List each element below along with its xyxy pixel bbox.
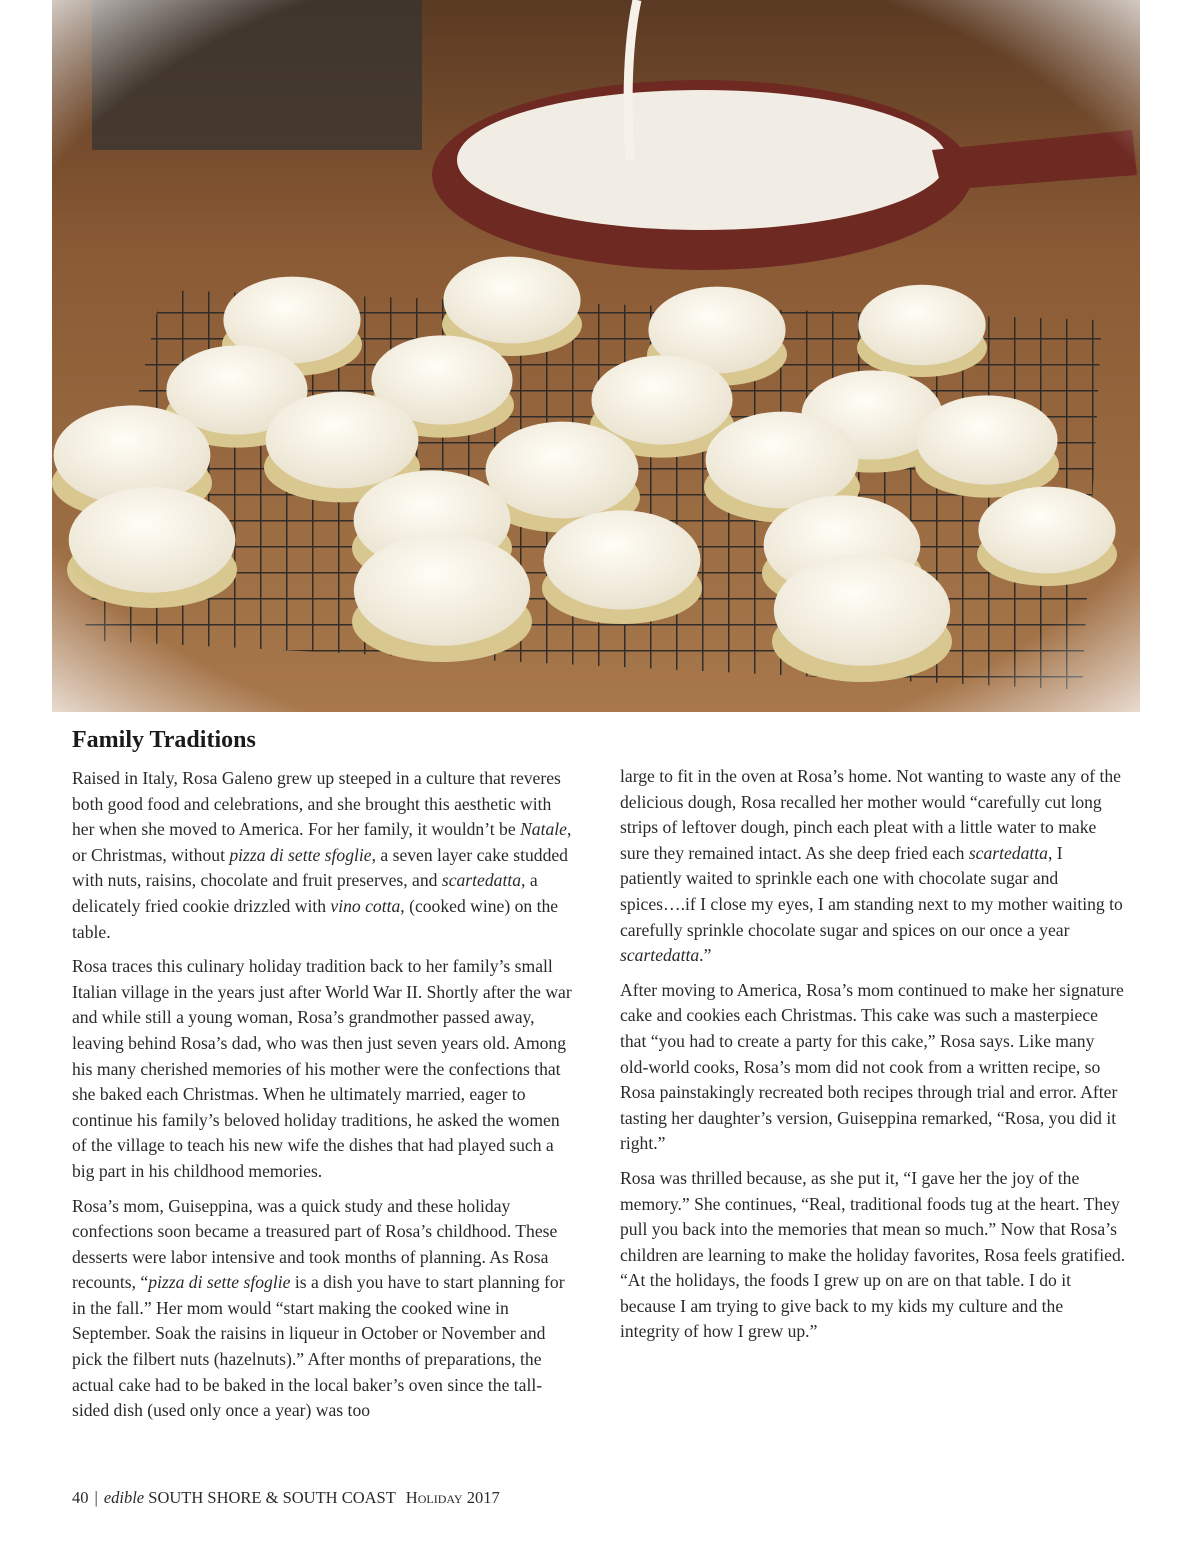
page-footer: [72, 1488, 500, 1508]
italic-term: scartedatta: [441, 870, 522, 891]
italic-term: pizza di sette sfoglie: [148, 1272, 291, 1293]
article-paragraph: [620, 1166, 1126, 1345]
issue-label: Holiday 2017: [405, 1488, 500, 1507]
text-run: , (cooked wine) on the table.: [72, 895, 559, 942]
footer-separator: |: [94, 1488, 98, 1507]
article-column-left: [72, 766, 578, 1433]
italic-term: scartedatta: [968, 842, 1048, 863]
article-column-right: [620, 764, 1126, 1354]
photo-illustration: [52, 0, 1140, 712]
text-run: .”: [699, 945, 712, 966]
text-run: , a seven layer cake studded with nuts, raisins, chocolate and fruit preserves, and: [72, 844, 568, 891]
text-run: is a dish you have to start planning for in the fall.” Her mom would “start making the cooked wine in September. Soak the raisins in liqueur in October or November and pick the filbert nuts (hazelnuts).” After months of preparations, the actual cake had to be baked in the local baker’s oven since the tall-sided dish (used only once a year) was too: [72, 1272, 565, 1421]
italic-term: pizza di sette sfoglie: [229, 844, 372, 865]
article-paragraph: [72, 954, 578, 1184]
text-run: , or Christmas, without: [72, 819, 572, 865]
text-run: After moving to America, Rosa’s mom continued to make her signature cake and cookies each Christmas. This cake was such a masterpiece that “you had to create a party for this cake,” Rosa says. Like many old-world cooks, Rosa’s mom did not cook from a written recipe, so Rosa painstakingly recreated both recipes through trial and error. After tasting her daughter’s version, Guiseppina remarked, “Rosa, you did it right.”: [620, 979, 1124, 1154]
italic-term: Natale: [520, 819, 567, 840]
italic-term: vino cotta: [330, 895, 401, 916]
section-heading: Family Traditions: [72, 727, 256, 753]
glazed-cookies-photo: [52, 0, 1140, 712]
text-run: large to fit in the oven at Rosa’s home. Not wanting to waste any of the delicious dough, Rosa recalled her mother would “carefully cut long strips of leftover dough, pinch each pleat with a little water to make sure they remained intact. As she deep fried each: [620, 766, 1121, 863]
magazine-brand: edible: [103, 1488, 145, 1507]
text-run: Rosa traces this culinary holiday tradition back to her family’s small Italian village in the years just after World War II. Shortly after the war and while still a young woman, Rosa’s grandmother passed away, leaving behind Rosa’s dad, who was then just seven years old. Among his many cherished memories of his mother were the confections that she baked each Christmas. When he ultimately married, eager to continue his family’s beloved holiday traditions, he asked the women of the village to teach his new wife the dishes that had played such a big part in his childhood memories.: [72, 956, 572, 1181]
article-paragraph: [620, 764, 1126, 969]
text-run: Rosa was thrilled because, as she put it, “I gave her the joy of the memory.” She continues, “Real, traditional foods tug at the heart. They pull you back into the memories that mean so much.” Now that Rosa’s children are learning to make the holiday favorites, Rosa feels gratified. “At the holidays, the foods I grew up on are on that table. I do it because I am trying to give back to my kids my culture and the integrity of how I grew up.”: [620, 1167, 1126, 1342]
text-run: Rosa’s mom, Guiseppina, was a quick study and these holiday confections soon became a treasured part of Rosa’s childhood. These desserts were labor intensive and took months of planning. As Rosa recounts, “: [72, 1195, 558, 1293]
text-run: , I patiently waited to sprinkle each one with chocolate sugar and spices….if I close my eyes, I am standing next to my mother waiting to carefully sprinkle chocolate sugar and spices on our once a year: [620, 842, 1123, 940]
page-number: 40: [72, 1488, 89, 1507]
article-paragraph: [72, 1194, 578, 1424]
article-paragraph: [620, 978, 1126, 1157]
article-paragraph: [72, 766, 578, 945]
publication-name: SOUTH SHORE & SOUTH COAST: [148, 1488, 396, 1507]
text-run: Raised in Italy, Rosa Galeno grew up steeped in a culture that reveres both good food and celebrations, and she brought this aesthetic with her when she moved to America. For her family, it wouldn’t be: [72, 768, 561, 840]
italic-term: scartedatta: [620, 945, 700, 966]
text-run: , a delicately fried cookie drizzled with: [72, 870, 538, 916]
